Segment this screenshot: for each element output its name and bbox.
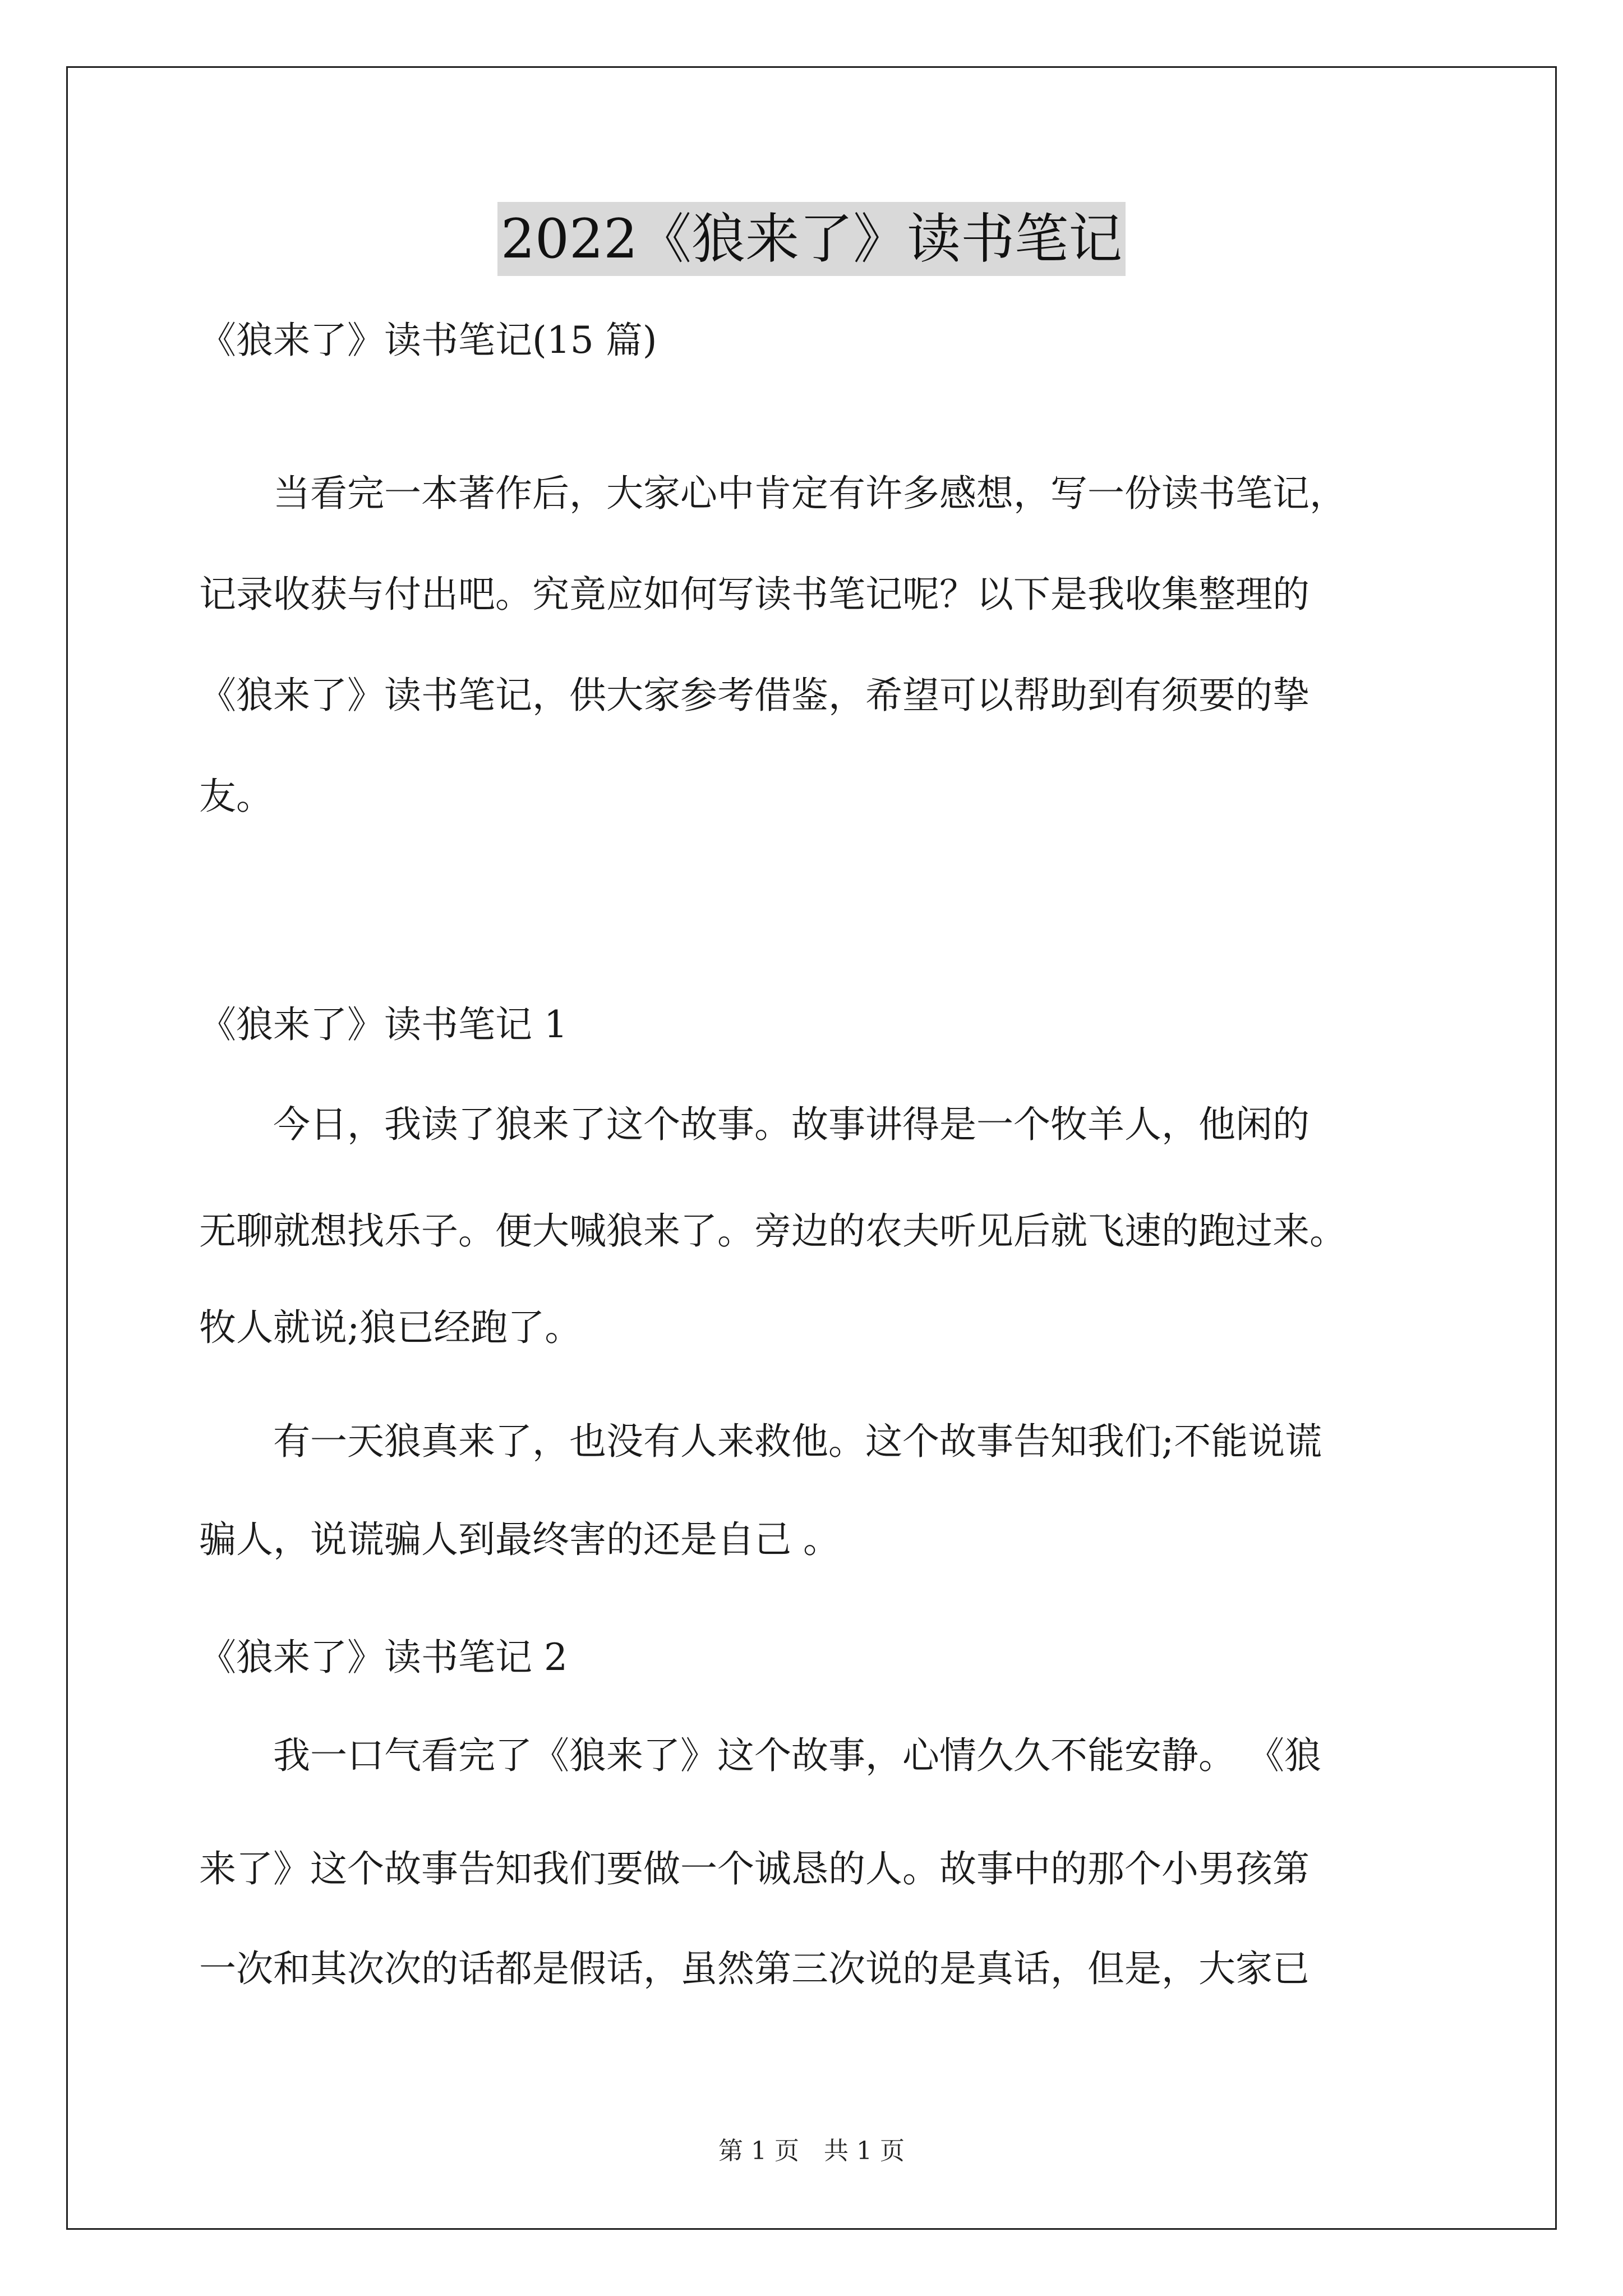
page-border: [66, 66, 1557, 2230]
page-footer: 第 1 页 共 1 页: [718, 2137, 905, 2165]
paragraph-line: 牧人就说;狼已经跑了。: [199, 1306, 582, 1349]
paragraph-line: 今日，我读了狼来了这个故事。故事讲得是一个牧羊人，他闲的: [199, 1103, 1310, 1146]
paragraph-line: 来了》这个故事告知我们要做一个诚恳的人。故事中的那个小男孩第: [199, 1847, 1310, 1890]
paragraph-line: 《狼来了》读书笔记，供大家参考借鉴，希望可以帮助到有须要的挚: [199, 674, 1310, 717]
document-title: 2022《狼来了》读书笔记: [497, 202, 1126, 276]
paragraph-line: 无聊就想找乐子。便大喊狼来了。旁边的农夫听见后就飞速的跑过来。: [199, 1209, 1347, 1253]
doc-subtitle: 《狼来了》读书笔记(15 篇): [199, 319, 657, 362]
paragraph-line: 我一口气看完了《狼来了》这个故事，心情久久不能安静。 《狼: [199, 1734, 1321, 1777]
paragraph-line: 一次和其次次的话都是假话，虽然第三次说的是真话，但是，大家已: [199, 1947, 1310, 1990]
section-heading: 《狼来了》读书笔记 1: [199, 1003, 568, 1046]
section-heading: 《狼来了》读书笔记 2: [199, 1636, 568, 1679]
paragraph-line: 骗人，说谎骗人到最终害的还是自己 。: [199, 1518, 840, 1561]
paragraph-line: 友。: [199, 775, 273, 818]
title-container: [0, 202, 1623, 276]
paragraph-line: 当看完一本著作后，大家心中肯定有许多感想，写一份读书笔记，: [199, 472, 1347, 515]
paragraph-line: 有一天狼真来了，也没有人来救他。这个故事告知我们;不能说谎: [199, 1420, 1322, 1463]
paragraph-line: 记录收获与付出吧。究竟应如何写读书笔记呢？以下是我收集整理的: [199, 573, 1310, 616]
